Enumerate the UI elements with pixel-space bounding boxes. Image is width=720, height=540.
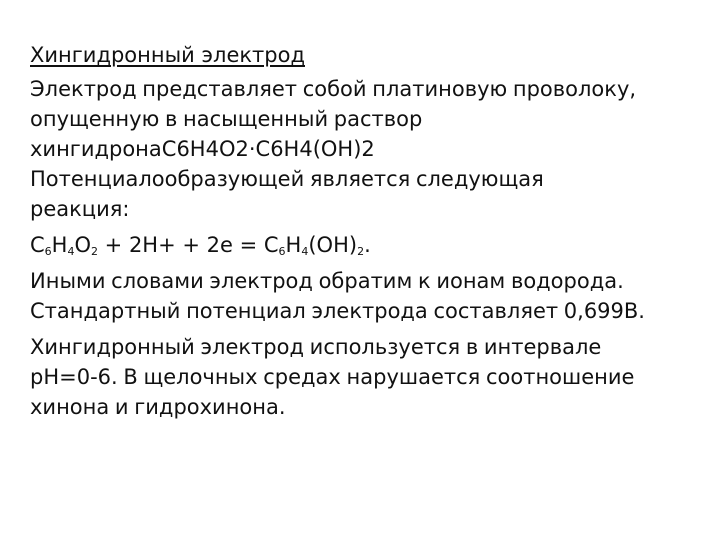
description-line: реакция: <box>30 197 130 221</box>
reactant-o: O <box>74 233 91 257</box>
description-line: Электрод представляет собой платиновую проволоку, <box>30 77 637 101</box>
usage-line: хинона и гидрохинона. <box>30 395 286 419</box>
usage-paragraph <box>30 332 692 422</box>
usage-line: Хингидронный электрод используется в интервале <box>30 335 602 359</box>
reversibility-line: Иными словами электрод обратим к ионам водорода. <box>30 269 624 293</box>
description-paragraph <box>30 74 692 224</box>
product-c: C <box>263 233 279 257</box>
product-oh: (OH) <box>308 233 358 257</box>
product-h-subscript: 4 <box>301 245 309 258</box>
description-line: опущенную в насыщенный раствор <box>30 107 423 131</box>
product-h: H <box>285 233 302 257</box>
reactant-h: H <box>51 233 68 257</box>
reversibility-line: Стандартный потенциал электрода составляет 0,699В. <box>30 299 645 323</box>
usage-line: pH=0-6. В щелочных средах нарушается соотношение <box>30 365 635 389</box>
reactant-c-subscript: 6 <box>44 245 52 258</box>
reactant-o-subscript: 2 <box>91 245 98 258</box>
reactant-c: C <box>30 233 45 257</box>
reactant-h-subscript: 4 <box>67 245 75 258</box>
description-line: Потенциалообразующей является следующая <box>30 167 544 191</box>
reversibility-paragraph <box>30 266 692 326</box>
description-line: хингидронаC6H4O2·C6H4(OH)2 <box>30 137 375 161</box>
reaction-middle: + 2H+ + 2e = <box>98 233 264 257</box>
product-oh-subscript: 2 <box>357 245 365 258</box>
slide-title: Хингидронный электрод <box>30 43 305 67</box>
reaction-equation <box>30 230 692 260</box>
reaction-end: . <box>364 233 371 257</box>
product-c-subscript: 6 <box>278 245 286 258</box>
